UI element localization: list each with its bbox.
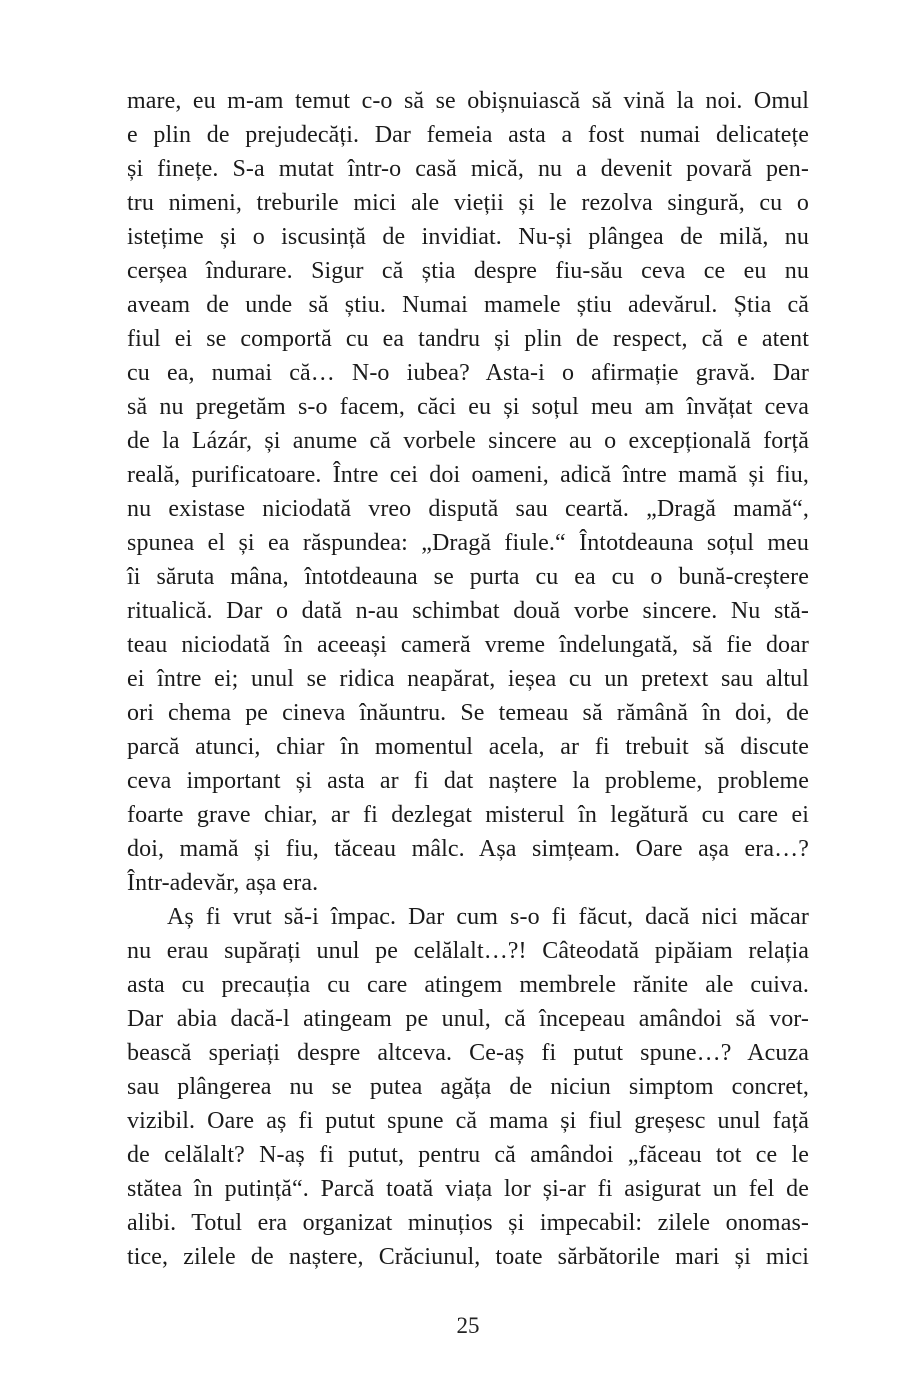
text-line: tru nimeni, treburile mici ale vieții și le rezolva singură, cu o (127, 190, 809, 216)
text-line: e plin de prejudecăți. Dar femeia asta a fost numai delicatețe (127, 122, 809, 148)
text-line: teau niciodată în aceeași cameră vreme îndelungată, să fie doar (127, 632, 809, 658)
page-number: 25 (456, 1313, 480, 1338)
text-line: și finețe. S-a mutat într-o casă mică, nu a devenit povară pen- (127, 156, 809, 182)
text-line: foarte grave chiar, ar fi dezlegat misterul în legătură cu care ei (127, 802, 809, 828)
text-line: sau plângerea nu se putea agăța de niciun simptom concret, (127, 1074, 809, 1100)
text-line: ceva important și asta ar fi dat naștere la probleme, probleme (127, 768, 809, 794)
text-line: ritualică. Dar o dată n-au schimbat două vorbe sincere. Nu stă- (127, 598, 809, 624)
text-line: ei între ei; unul se ridica neapărat, ieșea cu un pretext sau altul (127, 666, 809, 692)
text-line: să nu pregetăm s-o facem, căci eu și soțul meu am învățat ceva (127, 394, 809, 420)
text-line: cu ea, numai că… N-o iubea? Asta-i o afirmație gravă. Dar (127, 360, 809, 386)
text-line: alibi. Totul era organizat minuțios și impecabil: zilele onomas- (127, 1210, 809, 1236)
text-line: nu erau supărați unul pe celălalt…?! Câteodată pipăiam relația (127, 938, 809, 964)
text-line: reală, purificatoare. Între cei doi oameni, adică între mamă și fiu, (127, 462, 809, 488)
text-line: ori chema pe cineva înăuntru. Se temeau să rămână în doi, de (127, 700, 809, 726)
text-line: istețime și o iscusință de invidiat. Nu-și plângea de milă, nu (127, 224, 809, 250)
text-line-paragraph-end: Într-adevăr, așa era. (127, 870, 319, 896)
text-line-paragraph-start: Aș fi vrut să-i împac. Dar cum s-o fi făcut, dacă nici măcar (167, 904, 809, 930)
text-line: spunea el și ea răspundea: „Dragă fiule.“ Întotdeauna soțul meu (127, 530, 809, 556)
text-line: mare, eu m-am temut c-o să se obișnuiască să vină la noi. Omul (127, 88, 809, 114)
text-line: de la Lázár, și anume că vorbele sincere au o excepțională forță (127, 428, 809, 454)
text-line: asta cu precauția cu care atingem membrele rănite ale cuiva. (127, 972, 809, 998)
text-line: tice, zilele de naștere, Crăciunul, toate sărbătorile mari și mici (127, 1244, 809, 1270)
text-line: îi săruta mâna, întotdeauna se purta cu ea cu o bună-creștere (127, 564, 809, 590)
text-line: parcă atunci, chiar în momentul acela, ar fi trebuit să discute (127, 734, 809, 760)
text-line: de celălalt? N-aș fi putut, pentru că amândoi „făceau tot ce le (127, 1142, 809, 1168)
text-line: vizibil. Oare aș fi putut spune că mama și fiul greșesc unul față (127, 1108, 809, 1134)
text-line: fiul ei se comportă cu ea tandru și plin de respect, că e atent (127, 326, 809, 352)
text-line: nu existase niciodată vreo dispută sau ceartă. „Dragă mamă“, (127, 496, 809, 522)
text-line: doi, mamă și fiu, tăceau mâlc. Așa simțeam. Oare așa era…? (127, 836, 809, 862)
text-line: stătea în putință“. Parcă toată viața lor și-ar fi asigurat un fel de (127, 1176, 809, 1202)
text-line: cerșea îndurare. Sigur că știa despre fiu-său ceva ce eu nu (127, 258, 809, 284)
body-text (127, 84, 809, 1274)
text-line: Dar abia dacă-l atingeam pe unul, că începeau amândoi să vor- (127, 1006, 809, 1032)
text-line: bească speriați despre altceva. Ce-aș fi putut spune…? Acuza (127, 1040, 809, 1066)
text-line: aveam de unde să știu. Numai mamele știu adevărul. Știa că (127, 292, 809, 318)
